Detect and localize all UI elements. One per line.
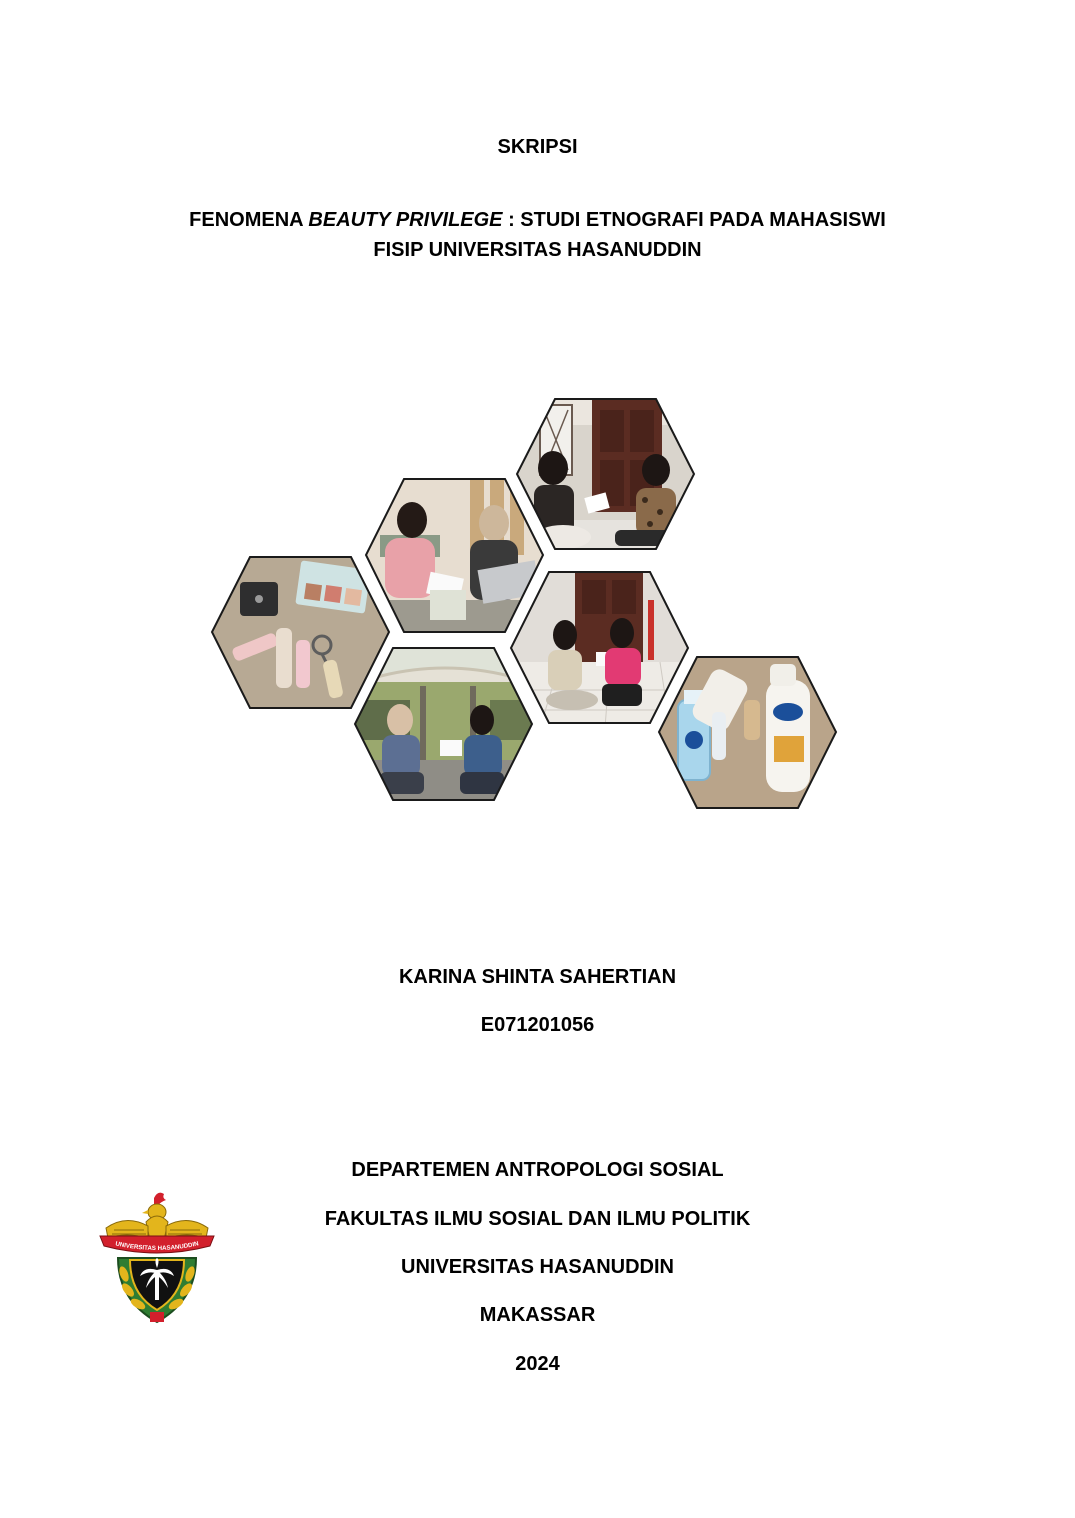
document-type: SKRIPSI: [497, 136, 578, 158]
author-name: KARINA SHINTA SAHERTIAN: [398, 966, 677, 988]
photo-skincare-products: [652, 652, 842, 814]
title-part-1: FENOMENA: [189, 209, 309, 231]
title-italic-term: BEAUTY PRIVILEGE: [308, 209, 503, 231]
department: DEPARTEMEN ANTROPOLOGI SOSIAL: [351, 1159, 724, 1181]
photo-interview-door-1: [510, 395, 700, 555]
university: UNIVERSITAS HASANUDDIN: [401, 1256, 674, 1278]
title-line-2: FISIP UNIVERSITAS HASANUDDIN: [373, 239, 702, 261]
year: 2024: [515, 1353, 560, 1375]
ribbon-text: UNIVERSITAS HASANUDDIN: [114, 1240, 200, 1253]
photo-interview-door-2: [505, 568, 695, 728]
city: MAKASSAR: [479, 1304, 596, 1326]
faculty: FAKULTAS ILMU SOSIAL DAN ILMU POLITIK: [324, 1208, 751, 1230]
photo-makeup-products: [205, 552, 395, 717]
title-part-2: : STUDI ETNOGRAFI PADA MAHASISWI: [502, 209, 886, 231]
photo-interview-gazebo: [350, 644, 540, 804]
student-id: E071201056: [480, 1014, 595, 1036]
photo-interview-office: [360, 475, 550, 640]
